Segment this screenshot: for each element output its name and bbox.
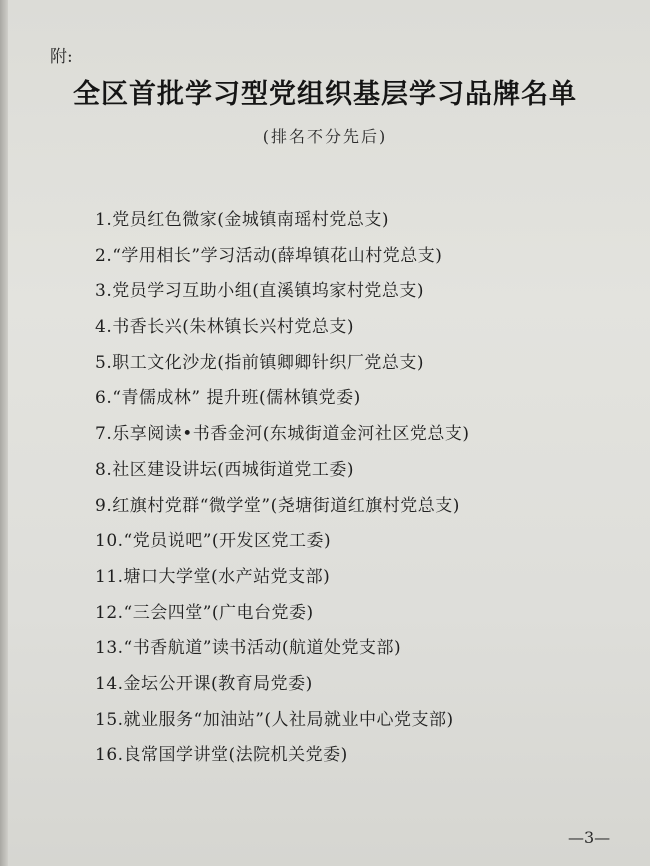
- list-item: 3.党员学习互助小组(直溪镇坞家村党总支): [95, 281, 424, 302]
- list-item: 12.“三会四堂”(广电台党委): [95, 602, 314, 623]
- list-item: 14.金坛公开课(教育局党委): [95, 673, 313, 694]
- list-item: 4.书香长兴(朱林镇长兴村党总支): [95, 317, 354, 338]
- list-item: 7.乐享阅读•书香金河(东城街道金河社区党总支): [95, 424, 470, 445]
- list-item: 13.“书香航道”读书活动(航道处党支部): [95, 638, 402, 659]
- list-item: 9.红旗村党群“微学堂”(尧塘街道红旗村党总支): [95, 495, 460, 516]
- list-item: 16.良常国学讲堂(法院机关党委): [95, 745, 348, 766]
- list-item: 1.党员红色微家(金城镇南瑶村党总支): [95, 210, 389, 230]
- list-item: 15.就业服务“加油站”(人社局就业中心党支部): [95, 709, 454, 730]
- document-subtitle: (排名不分先后): [262, 127, 388, 146]
- list-item: 8.社区建设讲坛(西城街道党工委): [95, 459, 354, 480]
- attachment-label: 附:: [50, 47, 73, 67]
- list-item: 2.“学用相长”学习活动(薛埠镇花山村党总支): [95, 245, 443, 266]
- list-item: 11.塘口大学堂(水产站党支部): [95, 566, 331, 587]
- page-number: —3—: [568, 828, 611, 847]
- list-item: 10.“党员说吧”(开发区党工委): [95, 531, 332, 552]
- document-title: 全区首批学习型党组织基层学习品牌名单: [73, 79, 577, 110]
- list-item: 5.职工文化沙龙(指前镇卿卿针织厂党总支): [95, 352, 424, 373]
- brand-list: [95, 203, 470, 774]
- list-item: 6.“青儒成林” 提升班(儒林镇党委): [95, 388, 361, 409]
